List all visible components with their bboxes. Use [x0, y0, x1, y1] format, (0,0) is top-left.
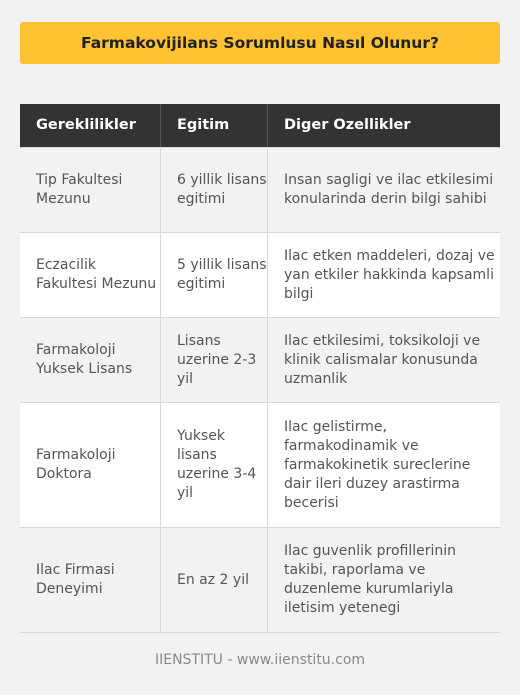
cell-requirement: Farmakoloji Doktora: [20, 402, 160, 527]
cell-education: 5 yillik lisans egitimi: [160, 232, 267, 317]
table-row: [20, 147, 500, 232]
cell-requirement: Tip Fakultesi Mezunu: [20, 147, 160, 232]
cell-education: Lisans uzerine 2-3 yil: [160, 317, 267, 402]
table-row: [20, 527, 500, 633]
table-row: [20, 232, 500, 317]
footer-credit: IIENSTITU - www.iienstitu.com: [154, 652, 366, 668]
header-other-features: Diger Ozellikler: [267, 104, 500, 147]
cell-education: 6 yillik lisans egitimi: [160, 147, 267, 232]
cell-other-features: Ilac etken maddeleri, dozaj ve yan etkiler hakkinda kapsamli bilgi: [267, 232, 500, 317]
cell-requirement: Eczacilik Fakultesi Mezunu: [20, 232, 160, 317]
table-row: [20, 317, 500, 402]
cell-other-features: Ilac guvenlik profillerinin takibi, raporlama ve duzenleme kurumlariyla iletisim yetenegi: [267, 527, 500, 633]
requirements-table: [20, 104, 500, 633]
cell-education: Yuksek lisans uzerine 3-4 yil: [160, 402, 267, 527]
cell-education: En az 2 yil: [160, 527, 267, 633]
page-title: Farmakovijilans Sorumlusu Nasıl Olunur?: [20, 22, 500, 64]
table-row: [20, 402, 500, 527]
header-education: Egitim: [160, 104, 267, 147]
cell-other-features: Ilac etkilesimi, toksikoloji ve klinik calismalar konusunda uzmanlik: [267, 317, 500, 402]
cell-requirement: Ilac Firmasi Deneyimi: [20, 527, 160, 633]
cell-other-features: Ilac gelistirme, farmakodinamik ve farmakokinetik sureclerine dair ileri duzey arastirma becerisi: [267, 402, 500, 527]
header-requirements: Gereklilikler: [20, 104, 160, 147]
table-header-row: [20, 104, 500, 147]
cell-other-features: Insan sagligi ve ilac etkilesimi konularinda derin bilgi sahibi: [267, 147, 500, 232]
cell-requirement: Farmakoloji Yuksek Lisans: [20, 317, 160, 402]
